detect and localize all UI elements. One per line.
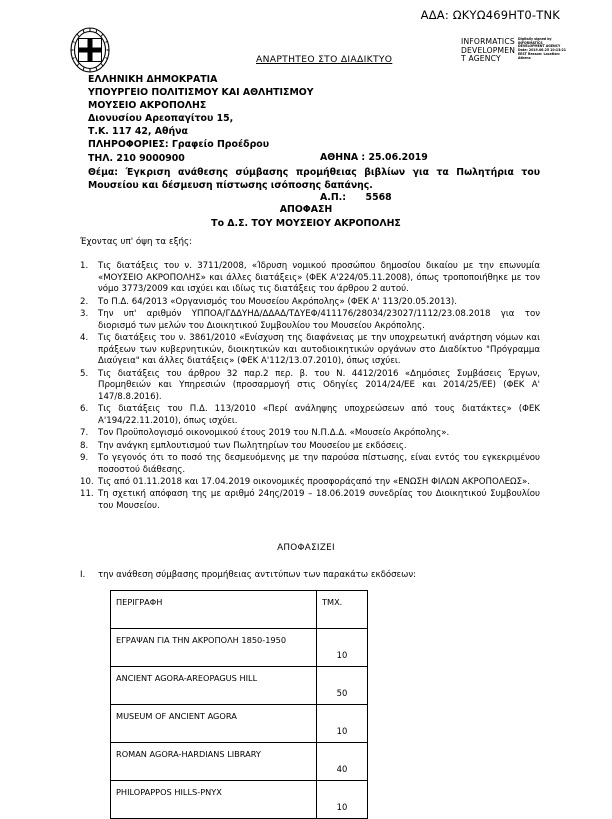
list-item-text: Το γεγονός ότι το ποσό της δεσμευόμενης με την παρούσα πίστωσης, είναι εντός του εγκεκριμένου ποσοστού διάθεσης. xyxy=(98,453,540,475)
list-item-number: 6. xyxy=(80,404,89,415)
cell-description: ΕΓΡΑΨΑΝ ΓΙΑ ΤΗΝ ΑΚΡΟΠΟΛΗ 1850-1950 xyxy=(111,629,317,667)
cell-description: ANCIENT AGORA-AREOPAGUS HILL xyxy=(111,667,317,705)
authority-postal: Τ.Κ. 117 42, Αθήνα xyxy=(88,126,188,138)
list-item xyxy=(78,333,540,368)
authority-museum: ΜΟΥΣΕΙΟ ΑΚΡΟΠΟΛΗΣ xyxy=(88,100,207,112)
signature-detail-text: Digitally signed by INFORMATICS DEVELOPMENT AGENCY Date: 2019.06.25 10:13:21 EEST Reason: Location: Athens xyxy=(518,37,566,60)
table-row xyxy=(111,781,368,819)
list-item xyxy=(78,489,540,512)
list-item xyxy=(78,441,540,453)
column-header-description: ΠΕΡΙΓΡΑΦΗ xyxy=(111,591,317,629)
list-item-number: 8. xyxy=(80,440,89,451)
list-item-number: 11. xyxy=(80,489,94,500)
list-item-text: Τις από 01.11.2018 και 17.04.2019 οικονομικές προσφοράςαπό την «ΕΝΩΣΗ ΦΙΛΩΝ ΑΚΡΟΠΟΛΕΩΣ». xyxy=(98,477,531,487)
list-item-number: 2. xyxy=(80,296,89,307)
list-item-number: 4. xyxy=(80,333,89,343)
authority-ministry: ΥΠΟΥΡΓΕΙΟ ΠΟΛΙΤΙΣΜΟΥ ΚΑΙ ΑΘΛΗΤΙΣΜΟΥ xyxy=(88,87,314,99)
list-item-number: 3. xyxy=(80,309,89,319)
list-item-number: 9. xyxy=(80,453,89,463)
signature-agency-line2: DEVELOPMEN xyxy=(461,45,516,55)
list-item xyxy=(78,297,540,309)
list-item-number: 5. xyxy=(80,368,89,379)
list-item xyxy=(78,309,540,332)
authority-republic: ΕΛΛΗΝΙΚΗ ΔΗΜΟΚΡΑΤΙΑ xyxy=(88,74,218,85)
list-item xyxy=(78,453,540,476)
table-header-row xyxy=(111,591,368,629)
hellenic-republic-emblem-icon xyxy=(66,24,114,76)
issue-city-date: ΑΘΗΝΑ : 25.06.2019 xyxy=(320,152,428,164)
list-item-text: Τις διατάξεις του Π.Δ. 113/2010 «Περί ανάληψης υποχρεώσεων από τους διατάκτες» (ΦΕΚ Α'194/22.11.2010), όπως ισχύει. xyxy=(98,404,540,427)
subject-label: Θέμα: xyxy=(88,167,119,178)
considerations-list xyxy=(78,261,540,513)
having-regard-label: Έχοντας υπ' όψη τα εξής: xyxy=(80,237,192,247)
cell-quantity: 10 xyxy=(317,705,368,743)
list-item-text: Το Π.Δ. 64/2013 «Οργανισμός του Μουσείου Ακρόπολης» (ΦΕΚ Α' 113/20.05.2013). xyxy=(98,296,457,307)
column-header-quantity: ΤΜΧ. xyxy=(317,591,368,629)
list-item xyxy=(78,477,540,489)
list-item-text: Την ανάγκη εμπλουτισμού των Πωλητηρίων του Μουσείου με εκδόσεις. xyxy=(98,440,407,451)
decision-title: ΑΠΟΦΑΣΗ xyxy=(279,204,333,215)
items-table xyxy=(110,590,368,819)
list-item-text: Την υπ' αριθμόν ΥΠΠΟΑ/ΓΔΔΥΗΔ/ΔΔΑΔ/ΤΔΥΕΦ/411176/28034/23027/1112/23.08.2018 για τον διορισμό των μελών του Διοικητικού Συμβουλίου του Μουσείου Ακρόπολης. xyxy=(98,309,540,331)
list-item xyxy=(78,428,540,440)
protocol-number: Α.Π.: 5568 xyxy=(320,192,392,204)
signature-agency-line3: T AGENCY xyxy=(461,54,501,64)
ada-code: ΑΔΑ: ΩΚΥΩ469ΗΤ0-ΤΝΚ xyxy=(420,8,560,22)
table-row xyxy=(111,743,368,781)
cell-description: MUSEUM OF ANCIENT AGORA xyxy=(111,705,317,743)
resolution-text: την ανάθεση σύμβασης προμήθειας αντιτύπων των παρακάτω εκδόσεων: xyxy=(98,570,417,580)
list-item xyxy=(78,261,540,296)
resolution-number: I. xyxy=(80,570,86,580)
signature-agency-name xyxy=(461,38,515,64)
subject-line xyxy=(88,166,540,192)
subject-text: Έγκριση ανάθεσης σύμβασης προμήθειας βιβλίων για τα Πωλητήρια του Μουσείου και δέσμευση πίστωσης ισόποσης δαπάνης. xyxy=(88,167,540,192)
list-item-text: Τον Προϋπολογισμό οικονομικού έτους 2019 του Ν.Π.Δ.Δ. «Μουσείο Ακρόπολης». xyxy=(98,428,450,439)
list-item-text: Τις διατάξεις του άρθρου 32 παρ.2 περ. β. του Ν. 4412/2016 «Δημόσιες Συμβάσεις Έργων, Προμηθειών και Υπηρεσιών (προσαρμογή στις Οδηγίες 2014/24/ΕΕ και 2014/25/ΕΕ) (ΦΕΚ Α' 147/8.8.2016). xyxy=(98,368,540,403)
cell-quantity: 50 xyxy=(317,667,368,705)
decision-title-block xyxy=(0,203,612,230)
cell-quantity: 10 xyxy=(317,781,368,819)
table-row xyxy=(111,629,368,667)
authority-phone: ΤΗΛ. 210 9000900 xyxy=(88,152,185,164)
cell-description: ROMAN AGORA-HARDIANS LIBRARY xyxy=(111,743,317,781)
decision-body-name: Το Δ.Σ. ΤΟΥ ΜΟΥΣΕΙΟΥ ΑΚΡΟΠΟΛΗΣ xyxy=(211,217,401,229)
list-item-text: Τις διατάξεις του ν. 3711/2008, «Ίδρυση νομικού προσώπου δημοσίου δικαίου με την επωνυμία «ΜΟΥΣΕΙΟ ΑΚΡΟΠΟΛΗΣ» και άλλες διατάξεις» (ΦΕΚ Α'224/05.11.2008), όπως τροποποιήθηκε με τον νόμο 3773/2009 και ισχύει και ιδίως τις διατάξεις του άρθρου 2 αυτού. xyxy=(98,261,540,295)
authority-street: Διονυσίου Αρεοπαγίτου 15, xyxy=(88,113,234,125)
list-item xyxy=(78,369,540,404)
decides-heading: ΑΠΟΦΑΣΙΖΕΙ xyxy=(277,543,335,553)
authority-info: ΠΛΗΡΟΦΟΡΙΕΣ: Γραφείο Προέδρου xyxy=(88,139,270,151)
list-item-number: 10. xyxy=(80,477,94,487)
resolution-item xyxy=(78,570,540,580)
list-item-number: 1. xyxy=(80,261,89,271)
publication-notice: ΑΝΑΡΤΗΤΕΟ ΣΤΟ ΔΙΑΔΙΚΤΥΟ xyxy=(256,54,393,65)
signature-agency-line1: INFORMATICS xyxy=(461,37,515,46)
digital-signature-stamp xyxy=(461,38,569,64)
table-row xyxy=(111,667,368,705)
list-item-text: Τις διατάξεις του ν. 3861/2010 «Ενίσχυση της διαφάνειας με την υποχρεωτική ανάρτηση νόμων και πράξεων των κυβερνητικών, διοικητικών και αυτοδιοικητικών οργάνων στο Διαδίκτυο "Πρόγραμμα Διαύγεια" και άλλες διατάξεις» (ΦΕΚ Α'112/13.07.2010), όπως ισχύει. xyxy=(98,333,540,367)
table-row xyxy=(111,705,368,743)
list-item-number: 7. xyxy=(80,428,89,439)
list-item xyxy=(78,404,540,427)
list-item-text: Τη σχετική απόφαση της με αριθμό 24ης/2019 – 18.06.2019 συνεδρίας του Διοικητικού Συμβουλίου του Μουσείου. xyxy=(98,489,540,511)
issuing-authority-block xyxy=(88,73,314,165)
cell-quantity: 40 xyxy=(317,743,368,781)
cell-description: PHILOPAPPOS HILLS-PNYX xyxy=(111,781,317,819)
cell-quantity: 10 xyxy=(317,629,368,667)
